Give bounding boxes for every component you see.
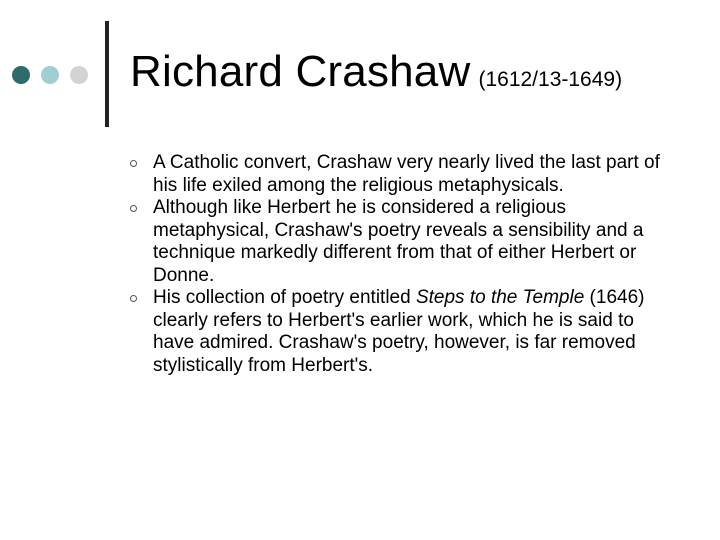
bullet-text-before: His collection of poetry entitled: [153, 287, 416, 308]
bullet-list: [130, 152, 670, 377]
decorative-dot-light-icon: [70, 66, 88, 84]
slide-title: [130, 47, 623, 96]
title-main: Richard Crashaw: [130, 47, 471, 96]
title-divider: [105, 21, 109, 127]
bullet-circle-icon: [130, 160, 137, 167]
list-item: [130, 197, 670, 287]
bullet-text: Although like Herbert he is considered a religious metaphysical, Crashaw's poetry reveals a sensibility and a technique markedly different from that of either Herbert or Donne.: [153, 197, 644, 286]
list-item: [130, 152, 670, 197]
list-item: [130, 287, 670, 377]
bullet-text-after: (1646) clearly refers to Herbert's earlier work, which he is said to have admired. Crashaw's poetry, however, is far removed stylistically from Herbert's.: [153, 287, 645, 376]
title-dates: (1612/13-1649): [478, 68, 623, 91]
bullet-circle-icon: [130, 295, 137, 302]
decorative-dot-dark-icon: [12, 66, 30, 84]
work-title: Steps to the Temple: [415, 287, 585, 308]
decorative-dot-mid-icon: [41, 66, 59, 84]
bullet-circle-icon: [130, 205, 137, 212]
bullet-text: A Catholic convert, Crashaw very nearly lived the last part of his life exiled among the religious metaphysicals.: [153, 152, 660, 196]
